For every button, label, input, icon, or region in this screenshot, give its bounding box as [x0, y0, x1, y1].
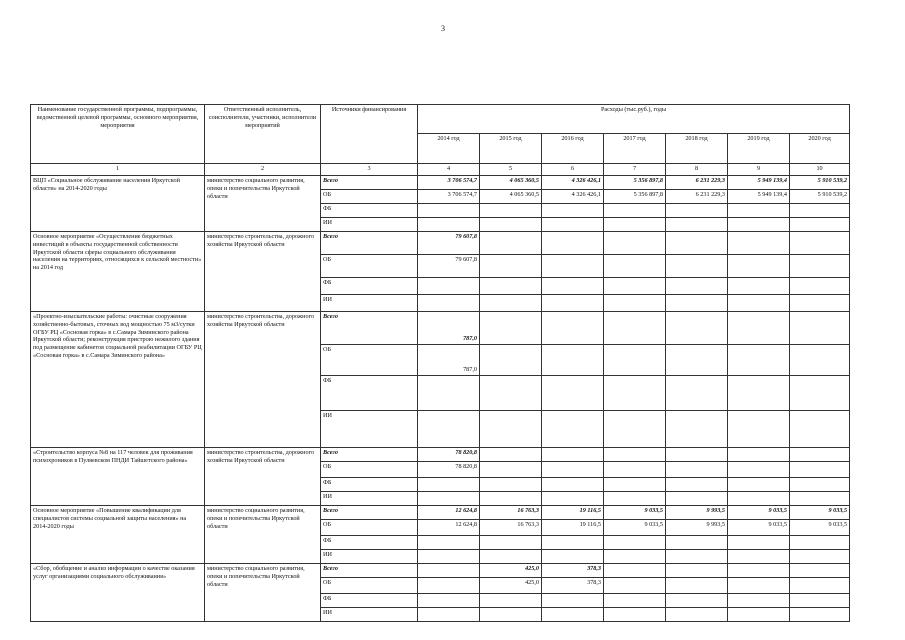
funding-source: ФБ [321, 204, 418, 218]
column-number: 4 [418, 164, 480, 176]
value-cell [728, 345, 790, 376]
page-number: 3 [441, 24, 445, 33]
value-cell [418, 295, 480, 312]
value-cell [790, 536, 850, 550]
value-cell [480, 478, 542, 492]
value-cell [790, 376, 850, 411]
value-cell [666, 462, 728, 478]
value-cell: 5 356 897,8 [604, 190, 666, 204]
funding-source: ФБ [321, 376, 418, 411]
value-cell [728, 608, 790, 622]
program-executor: министерство строительства, дорожного хозяйства Иркутской области [205, 232, 321, 312]
value-cell [666, 478, 728, 492]
value-cell [666, 255, 728, 278]
column-number: 1 [31, 164, 205, 176]
value-cell [542, 376, 604, 411]
funding-source: ОБ [321, 462, 418, 478]
column-number: 5 [480, 164, 542, 176]
value-cell [480, 492, 542, 506]
value-cell: 3 706 574,7 [418, 176, 480, 190]
value-cell [418, 564, 480, 578]
value-cell: 12 624,8 [418, 506, 480, 520]
value-cell: 4 065 360,5 [480, 190, 542, 204]
column-number: 10 [790, 164, 850, 176]
value-cell [728, 564, 790, 578]
value-cell [666, 448, 728, 462]
table-row [31, 564, 850, 578]
program-executor: министерство социального развития, опеки и попечительства Иркутской области [205, 506, 321, 564]
value-cell [542, 448, 604, 462]
header-executor: Ответственный исполнитель, соисполнители, участники, исполнители мероприятий [205, 105, 321, 164]
value-cell [728, 448, 790, 462]
value-cell [666, 492, 728, 506]
value-cell: 79 607,8 [418, 255, 480, 278]
value-cell: 425,0 [480, 564, 542, 578]
value-cell [480, 594, 542, 608]
value-cell: 4 326 426,1 [542, 190, 604, 204]
value-cell [728, 312, 790, 345]
value-cell [666, 232, 728, 255]
column-number: 2 [205, 164, 321, 176]
value-cell: 9 033,5 [604, 506, 666, 520]
year-cell: 2019 год [728, 134, 790, 164]
value-cell [604, 578, 666, 594]
funding-source: Всего [321, 448, 418, 462]
value-cell [666, 204, 728, 218]
table-row [31, 312, 850, 345]
value-cell [666, 411, 728, 448]
value-cell [480, 536, 542, 550]
funding-source: ИИ [321, 608, 418, 622]
value-cell: 6 231 229,3 [666, 190, 728, 204]
value-cell [728, 204, 790, 218]
value-cell [604, 550, 666, 564]
value-cell: 79 607,8 [418, 232, 480, 255]
program-name: «Строительство корпуса №8 на 117 человек для проживания психохроников в Пуляевском ПНДИ Тайшетского района» [31, 448, 205, 506]
funding-source: ИИ [321, 218, 418, 232]
value-cell [542, 312, 604, 345]
table-row [31, 448, 850, 462]
value-cell [728, 594, 790, 608]
program-executor: министерство строительства, дорожного хозяйства Иркутской области [205, 448, 321, 506]
year-cell: 2018 год [666, 134, 728, 164]
column-number: 3 [321, 164, 418, 176]
value-cell: 5 949 139,4 [728, 190, 790, 204]
value-cell [604, 478, 666, 492]
program-name: «Сбор, обобщение и анализ информации о качестве оказания услуг организациями социального обслуживания» [31, 564, 205, 622]
value-cell [542, 608, 604, 622]
value-cell [418, 478, 480, 492]
value-cell [790, 312, 850, 345]
value-cell [480, 278, 542, 295]
expenses-table [30, 104, 850, 622]
funding-source: ОБ [321, 520, 418, 536]
value-cell [666, 564, 728, 578]
value-cell [604, 564, 666, 578]
value-cell: 3 706 574,7 [418, 190, 480, 204]
funding-source: ОБ [321, 255, 418, 278]
program-name: ВЦП «Социальное обслуживание населения Иркутской области» на 2014-2020 годы [31, 176, 205, 232]
value-cell [604, 345, 666, 376]
value-cell [728, 295, 790, 312]
value-cell [480, 204, 542, 218]
value-cell [418, 578, 480, 594]
value-cell [604, 376, 666, 411]
funding-source: ФБ [321, 536, 418, 550]
value-cell [418, 536, 480, 550]
value-cell: 19 116,5 [542, 506, 604, 520]
value-cell [542, 204, 604, 218]
value-cell: 425,0 [480, 578, 542, 594]
funding-source: ФБ [321, 278, 418, 295]
value-cell [418, 376, 480, 411]
program-executor: министерство социального развития, опеки и попечительства Иркутской области [205, 564, 321, 622]
value-cell [790, 411, 850, 448]
value-cell [728, 232, 790, 255]
value-cell [604, 204, 666, 218]
value-cell [790, 462, 850, 478]
header-source: Источники финансирования [321, 105, 418, 164]
value-cell [418, 278, 480, 295]
program-executor: министерство строительства, дорожного хозяйства Иркутской области [205, 312, 321, 448]
value-cell: 9 033,5 [790, 506, 850, 520]
value-cell [666, 550, 728, 564]
value-cell [790, 608, 850, 622]
value-cell [728, 550, 790, 564]
value-cell: 6 231 229,3 [666, 176, 728, 190]
value-cell [604, 492, 666, 506]
value-cell [542, 462, 604, 478]
program-executor: министерство социального развития, опеки и попечительства Иркутской области [205, 176, 321, 232]
value-cell [604, 232, 666, 255]
value-cell [604, 462, 666, 478]
value-cell [790, 492, 850, 506]
value-cell [604, 536, 666, 550]
value-cell [542, 295, 604, 312]
value-cell [790, 478, 850, 492]
value-cell: 9 033,5 [728, 506, 790, 520]
value-cell [418, 608, 480, 622]
value-cell: 5 356 897,8 [604, 176, 666, 190]
value-cell [790, 578, 850, 594]
value-cell [480, 376, 542, 411]
program-name: «Проектно-изыскательские работы: очистные сооружения хозяйственно-бытовых, сточных вод мощностью 75 м3/сутки ОГБУ РЦ «Сосновая горка» в с.Самара Зиминского района Иркутской области; реконструкция пристрою нежилого здания под размещение кабинетов социальной реабилитации ОГБУ РЦ «Сосновая горка» в с.Самара Зиминского района» [31, 312, 205, 448]
value-cell [542, 411, 604, 448]
value-cell [790, 204, 850, 218]
value-cell: 16 763,3 [480, 506, 542, 520]
value-cell: 9 993,5 [666, 506, 728, 520]
value-cell [480, 218, 542, 232]
program-name: Основное мероприятие «Осуществление бюджетных инвестиций в объекты государственной собственности Иркутской области сферы социального обслуживания населения на территориях, относящихся к сельской местности» на 2014 год [31, 232, 205, 312]
value-cell [790, 218, 850, 232]
funding-source: ОБ [321, 190, 418, 204]
table-row [31, 176, 850, 190]
column-number: 7 [604, 164, 666, 176]
value-cell [542, 278, 604, 295]
value-cell [666, 578, 728, 594]
value-cell: 4 326 426,1 [542, 176, 604, 190]
value-cell: 12 624,8 [418, 520, 480, 536]
value-cell [418, 218, 480, 232]
header-row [31, 105, 850, 134]
column-number: 8 [666, 164, 728, 176]
header-name: Наименование государственной программы, подпрограммы, ведомственной целевой программы, основного мероприятия, мероприятия [31, 105, 205, 164]
value-cell [480, 255, 542, 278]
funding-source: ОБ [321, 345, 418, 376]
value-cell [728, 478, 790, 492]
value-cell [604, 312, 666, 345]
value-cell [604, 278, 666, 295]
value-cell [666, 345, 728, 376]
value-cell [604, 608, 666, 622]
funding-source: ФБ [321, 478, 418, 492]
column-number: 9 [728, 164, 790, 176]
funding-source: ИИ [321, 411, 418, 448]
value-cell [604, 218, 666, 232]
funding-source: ФБ [321, 594, 418, 608]
value-cell [480, 462, 542, 478]
value-cell [790, 345, 850, 376]
value-cell: 9 993,5 [666, 520, 728, 536]
value-cell [604, 411, 666, 448]
value-cell: 787,0 [418, 312, 480, 345]
funding-source: Всего [321, 232, 418, 255]
value-cell [418, 492, 480, 506]
value-cell [790, 295, 850, 312]
value-cell [480, 608, 542, 622]
value-cell [728, 411, 790, 448]
funding-source: ИИ [321, 550, 418, 564]
value-cell [480, 448, 542, 462]
year-cell: 2014 год [418, 134, 480, 164]
value-cell [728, 376, 790, 411]
value-cell [542, 550, 604, 564]
value-cell [542, 536, 604, 550]
value-cell [480, 550, 542, 564]
value-cell [418, 594, 480, 608]
value-cell [418, 550, 480, 564]
value-cell [542, 594, 604, 608]
funding-source: ИИ [321, 492, 418, 506]
year-cell: 2015 год [480, 134, 542, 164]
value-cell [542, 478, 604, 492]
value-cell [542, 345, 604, 376]
value-cell: 78 820,8 [418, 448, 480, 462]
value-cell [480, 295, 542, 312]
value-cell [542, 255, 604, 278]
value-cell [728, 278, 790, 295]
funding-source: Всего [321, 506, 418, 520]
value-cell [790, 564, 850, 578]
table-row [31, 232, 850, 255]
value-cell [728, 255, 790, 278]
year-cell: 2020 год [790, 134, 850, 164]
value-cell [790, 255, 850, 278]
value-cell [604, 295, 666, 312]
value-cell [604, 594, 666, 608]
value-cell [666, 218, 728, 232]
value-cell [666, 312, 728, 345]
value-cell: 9 033,5 [790, 520, 850, 536]
value-cell: 378,3 [542, 564, 604, 578]
value-cell [542, 492, 604, 506]
value-cell [480, 312, 542, 345]
value-cell: 787,0 [418, 345, 480, 376]
value-cell: 4 065 360,5 [480, 176, 542, 190]
funding-source: ИИ [321, 295, 418, 312]
value-cell: 19 116,5 [542, 520, 604, 536]
funding-source: Всего [321, 564, 418, 578]
value-cell [666, 536, 728, 550]
value-cell [790, 278, 850, 295]
value-cell: 78 820,8 [418, 462, 480, 478]
value-cell [666, 608, 728, 622]
value-cell [728, 218, 790, 232]
value-cell: 16 763,3 [480, 520, 542, 536]
value-cell [418, 411, 480, 448]
value-cell: 5 910 539,2 [790, 176, 850, 190]
value-cell [790, 594, 850, 608]
value-cell [604, 448, 666, 462]
value-cell [480, 232, 542, 255]
value-cell [418, 204, 480, 218]
value-cell: 5 910 539,2 [790, 190, 850, 204]
value-cell [480, 345, 542, 376]
value-cell [480, 411, 542, 448]
value-cell [728, 536, 790, 550]
column-numbers-row [31, 164, 850, 176]
value-cell [790, 550, 850, 564]
funding-source: Всего [321, 176, 418, 190]
value-cell [666, 295, 728, 312]
value-cell: 9 033,5 [728, 520, 790, 536]
value-cell: 5 949 139,4 [728, 176, 790, 190]
value-cell [728, 492, 790, 506]
value-cell [666, 278, 728, 295]
year-cell: 2017 год [604, 134, 666, 164]
year-cell: 2016 год [542, 134, 604, 164]
value-cell [666, 594, 728, 608]
table-row [31, 506, 850, 520]
value-cell [542, 218, 604, 232]
program-name: Основное мероприятие «Повышение квалификации для специалистов системы социальной защиты населения» на 2014-2020 годы [31, 506, 205, 564]
value-cell [542, 232, 604, 255]
value-cell [728, 578, 790, 594]
funding-source: Всего [321, 312, 418, 345]
value-cell [790, 232, 850, 255]
value-cell [728, 462, 790, 478]
value-cell [666, 376, 728, 411]
value-cell [604, 255, 666, 278]
value-cell: 378,3 [542, 578, 604, 594]
funding-source: ОБ [321, 578, 418, 594]
value-cell [790, 448, 850, 462]
header-expenses: Расходы (тыс.руб.), годы [418, 105, 850, 134]
value-cell: 9 033,5 [604, 520, 666, 536]
column-number: 6 [542, 164, 604, 176]
